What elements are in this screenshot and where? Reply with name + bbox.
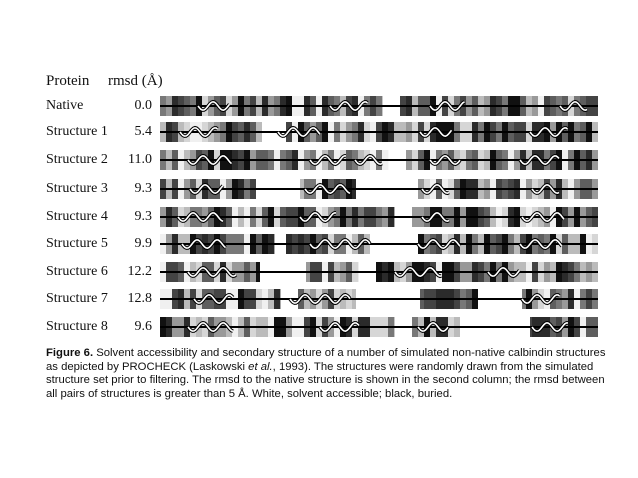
rmsd-value: 12.2	[127, 264, 152, 279]
rmsd-value: 12.8	[127, 291, 152, 306]
rmsd-value: 9.3	[134, 209, 152, 224]
accessibility-strip	[160, 287, 598, 311]
structure-row	[0, 148, 638, 172]
structure-row	[0, 315, 638, 339]
rmsd-value: 11.0	[128, 152, 152, 167]
accessibility-strip	[160, 260, 598, 284]
accessibility-strip	[160, 177, 598, 201]
accessibility-strip	[160, 315, 598, 339]
structure-name: Structure 2	[46, 152, 108, 167]
structure-row	[0, 260, 638, 284]
caption-text: Solvent accessibility and secondary structure of a number of simulated non-native calbindin structures as depicted by PROCHECK (Laskowski	[46, 347, 606, 373]
accessibility-strip	[160, 94, 598, 118]
figure-label: Figure 6.	[46, 347, 94, 359]
figure-caption	[46, 347, 606, 401]
rmsd-value: 0.0	[134, 98, 152, 113]
structure-name: Native	[46, 98, 84, 113]
rmsd-value: 9.3	[134, 181, 152, 196]
structure-name: Structure 8	[46, 319, 108, 334]
structure-name: Structure 1	[46, 124, 108, 139]
rmsd-value: 5.4	[134, 124, 152, 139]
structure-row	[0, 232, 638, 256]
structure-name: Structure 5	[46, 236, 108, 251]
caption-italic: et al.	[248, 360, 273, 373]
rmsd-value: 9.6	[134, 319, 152, 334]
accessibility-strip	[160, 120, 598, 144]
caption-text-end: , 1993). The structures were randomly drawn from the simulated structure set prior to filtering. The rmsd to the native structure is shown in the second column; the rmsd between all pairs of structures is greater than 5 Å. White, solvent accessible; black, buried.	[46, 360, 605, 400]
structure-name: Structure 4	[46, 209, 108, 224]
structure-name: Structure 3	[46, 181, 108, 196]
accessibility-strip	[160, 148, 598, 172]
structure-name: Structure 7	[46, 291, 108, 306]
structure-row	[0, 205, 638, 229]
structure-name: Structure 6	[46, 264, 108, 279]
structure-row	[0, 120, 638, 144]
accessibility-strip	[160, 205, 598, 229]
structure-row	[0, 94, 638, 118]
structure-row	[0, 177, 638, 201]
rmsd-value: 9.9	[134, 236, 152, 251]
accessibility-strip	[160, 232, 598, 256]
rmsd-column-header: rmsd (Å)	[108, 73, 163, 89]
structure-row	[0, 287, 638, 311]
protein-column-header: Protein	[46, 73, 90, 89]
